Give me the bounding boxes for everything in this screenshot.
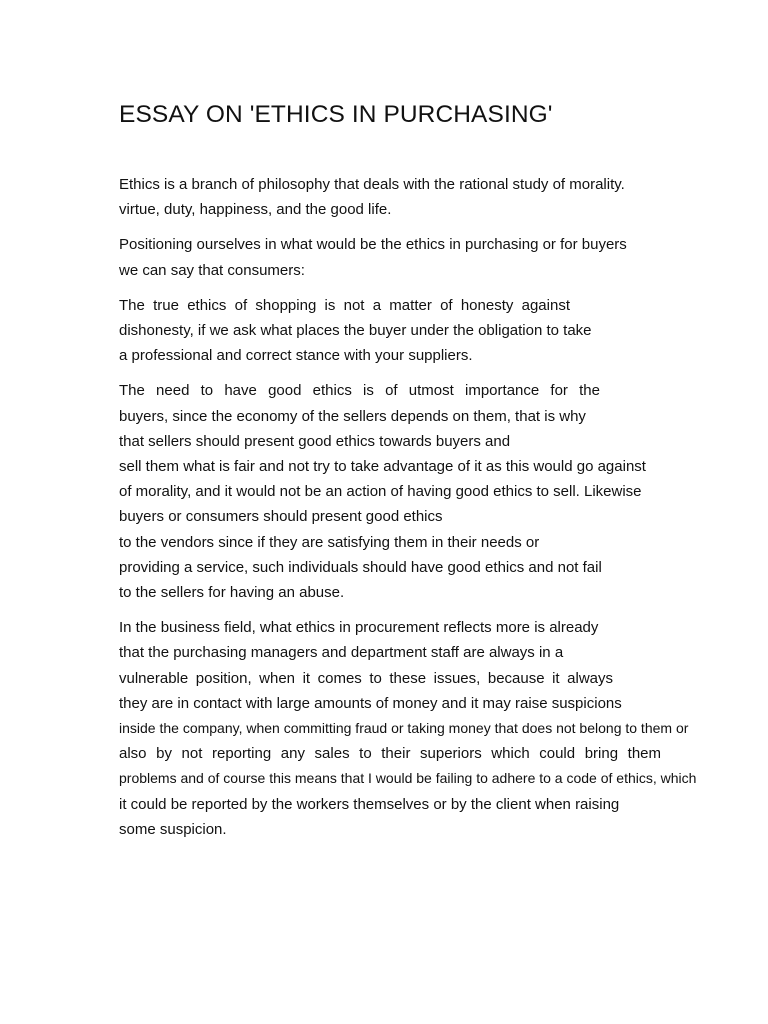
- text-line: to the sellers for having an abuse.: [119, 584, 345, 602]
- text-line: Ethics is a branch of philosophy that deals with the rational study of morality.: [119, 176, 625, 193]
- text-line: that the purchasing managers and department staff are always in a: [119, 644, 564, 662]
- text-line: some suspicion.: [119, 820, 227, 838]
- text-line: In the business field, what ethics in procurement reflects more is already: [119, 619, 599, 637]
- text-line: vulnerable position, when it comes to these issues, because it always: [119, 669, 613, 687]
- text-line: providing a service, such individuals should have good ethics and not fail: [119, 558, 602, 576]
- text-line: a professional and correct stance with your suppliers.: [119, 347, 473, 365]
- text-line: buyers or consumers should present good ethics: [119, 508, 443, 526]
- paragraph-1: [119, 172, 739, 222]
- text-line: problems and of course this means that I would be failing to adhere to a code of ethics, which: [119, 770, 697, 787]
- text-line: that sellers should present good ethics towards buyers and: [119, 432, 511, 450]
- essay-body: [119, 172, 739, 852]
- text-line: Positioning ourselves in what would be the ethics in purchasing or for buyers: [119, 236, 627, 254]
- text-line: dishonesty, if we ask what places the buyer under the obligation to take: [119, 322, 592, 340]
- text-line: The true ethics of shopping is not a matter of honesty against: [119, 296, 570, 314]
- text-line: inside the company, when committing fraud or taking money that does not belong to them or: [119, 720, 689, 737]
- essay-title: ESSAY ON 'ETHICS IN PURCHASING': [119, 101, 553, 128]
- paragraph-4: [119, 378, 739, 605]
- text-line: we can say that consumers:: [119, 261, 305, 279]
- text-line: sell them what is fair and not try to take advantage of it as this would go against: [119, 458, 646, 476]
- text-line: to the vendors since if they are satisfying them in their needs or: [119, 533, 540, 551]
- text-line: they are in contact with large amounts of money and it may raise suspicions: [119, 694, 622, 712]
- paragraph-3: [119, 293, 739, 369]
- text-line: of morality, and it would not be an action of having good ethics to sell. Likewise: [119, 483, 642, 501]
- text-line: The need to have good ethics is of utmost importance for the: [119, 382, 600, 400]
- text-line: also by not reporting any sales to their superiors which could bring them: [119, 745, 661, 763]
- paragraph-5: [119, 615, 739, 842]
- paragraph-2: [119, 232, 739, 282]
- text-line: it could be reported by the workers themselves or by the client when raising: [119, 795, 620, 813]
- text-line: buyers, since the economy of the sellers depends on them, that is why: [119, 407, 586, 425]
- text-line: virtue, duty, happiness, and the good life.: [119, 201, 392, 219]
